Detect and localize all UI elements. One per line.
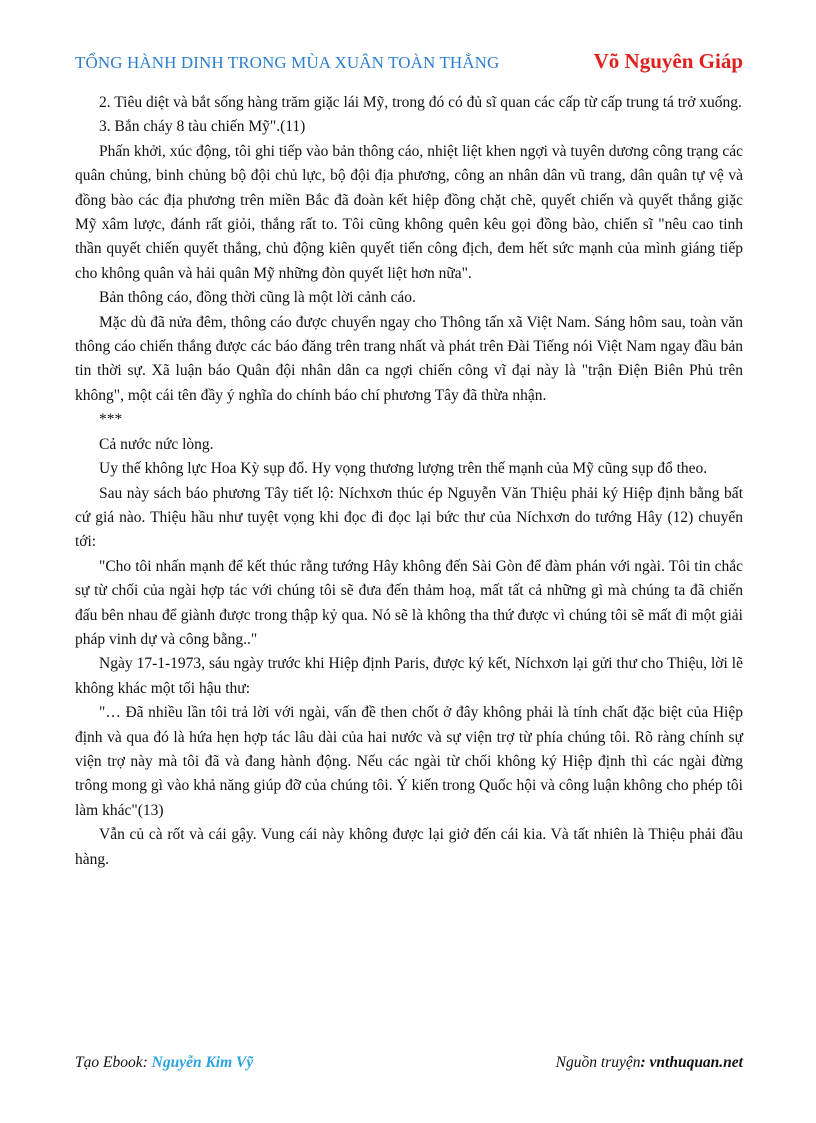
paragraph: Vẫn củ cà rốt và cái gậy. Vung cái này không được lại giở đến cái kia. Và tất nhiên là Thiệu phải đầu hàng. (75, 826, 743, 868)
page-header (75, 47, 743, 77)
paragraph: Cả nước nức lòng. (99, 435, 214, 453)
source-label: Nguồn truyện (555, 1054, 641, 1071)
page-body (75, 91, 743, 872)
paragraph: Sau này sách báo phương Tây tiết lộ: Níchxơn thúc ép Nguyễn Văn Thiệu phải ký Hiệp định bằng bất cứ giá nào. Thiệu hầu như tuyệt vọng khi đọc đi đọc lại bức thư của Níchxơn do tướng Hây (12) chuyển tới: (75, 484, 743, 551)
paragraph: 2. Tiêu diệt và bắt sống hàng trăm giặc lái Mỹ, trong đó có đủ sĩ quan các cấp từ cấp trung tá trở xuống. (99, 94, 742, 111)
page-footer (75, 1054, 743, 1078)
source-separator: : (640, 1054, 650, 1071)
story-source (556, 1054, 743, 1072)
quoted-letter: "Cho tôi nhấn mạnh để kết thúc rằng tướng Hây không đến Sài Gòn để đàm phán với ngài. Tôi tin chắc sự từ chối của ngài hợp tác với chúng tôi sẽ đưa đến thảm hoạ, mất tất cả những gì mà chúng ta đã chiến đấu bên nhau để giành được trong thập kỷ qua. Nó sẽ là không tha thứ được vì chúng tôi sẽ mất đi một giải pháp vinh dự và công bằng.." (75, 557, 743, 648)
paragraph: 3. Bắn cháy 8 tàu chiến Mỹ".(11) (99, 118, 306, 136)
creator-separator: : (142, 1054, 152, 1071)
section-separator: *** (99, 411, 123, 429)
paragraph: Ngày 17-1-1973, sáu ngày trước khi Hiệp định Paris, được ký kết, Níchxơn lại gửi thư cho Thiệu, lời lẽ không khác một tối hậu thư: (75, 655, 743, 697)
ebook-creator (75, 1054, 253, 1072)
paragraph: Phấn khởi, xúc động, tôi ghi tiếp vào bản thông cáo, nhiệt liệt khen ngợi và tuyên dương công trạng các quân chủng, binh chủng bộ đội chủ lực, bộ đội địa phương, công an nhân dân vũ trang, dân quân tự vệ và đồng bào các địa phương trên miền Bắc đã đoàn kết hiệp đồng chặt chẽ, quyết chiến và quyết thắng giặc Mỹ xâm lược, đánh rất giỏi, thắng rất to. Tôi cũng không quên kêu gọi đồng bào, chiến sĩ "nêu cao tinh thần quyết chiến quyết thắng, chủ động kiên quyết tiến công địch, đem hết sức mạnh của mình giáng tiếp cho không quân và hải quân Mỹ những đòn quyết liệt hơn nữa". (75, 142, 743, 282)
book-author: Võ Nguyên Giáp (593, 49, 743, 73)
paragraph: Uy thế không lực Hoa Kỳ sụp đổ. Hy vọng thương lượng trên thế mạnh của Mỹ cũng sụp đổ theo. (99, 460, 708, 478)
creator-name: Nguyễn Kim Vỹ (151, 1054, 254, 1071)
book-title: TỔNG HÀNH DINH TRONG MÙA XUÂN TOÀN THẮNG (75, 53, 500, 72)
creator-label: Tạo Ebook (75, 1054, 143, 1071)
quoted-letter: "… Đã nhiều lần tôi trả lời với ngài, vấn đề then chốt ở đây không phải là tính chất đặc biệt của Hiệp định và qua đó là hứa hẹn hợp tác lâu dài của hai nước và sự viện trợ từ phía chúng tôi. Rõ ràng chính sự viện trợ này mà tôi đã và đang hành động. Nếu các ngài từ chối không ký Hiệp định thì các ngài đừng trông mong gì vào khả năng giúp đỡ của chúng tôi. Ý kiến trong Quốc hội và công luận không cho phép tôi làm khác"(13) (75, 704, 743, 819)
paragraph: Bản thông cáo, đồng thời cũng là một lời cảnh cáo. (99, 289, 416, 307)
source-site: vnthuquan.net (649, 1054, 743, 1071)
paragraph: Mặc dù đã nửa đêm, thông cáo được chuyển ngay cho Thông tấn xã Việt Nam. Sáng hôm sau, toàn văn thông cáo chiến thắng được các báo đăng trên trang nhất và phát trên Đài Tiếng nói Việt Nam ngay đầu bản tin thời sự. Xã luận báo Quân đội nhân dân ca ngợi chiến công vĩ đại này là "trận Điện Biên Phủ trên không", một cái tên đầy ý nghĩa do chính báo chí phương Tây đã thừa nhận. (75, 313, 743, 404)
